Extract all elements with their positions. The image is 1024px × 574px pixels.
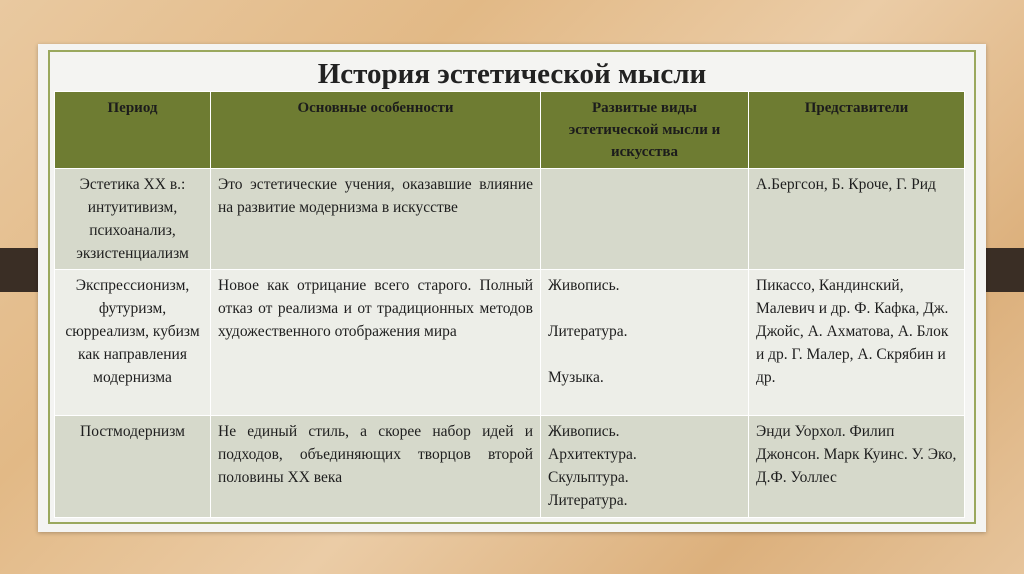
table-row bbox=[55, 270, 965, 416]
table-row bbox=[55, 416, 965, 518]
cell-period: Экспрессионизм, футуризм, сюрреализм, кубизм как направления модернизма bbox=[55, 270, 211, 416]
kind-item: Живопись. bbox=[548, 423, 620, 440]
cell-period: Эстетика XX в.: интуитивизм, психоанализ, экзистенциализм bbox=[55, 169, 211, 270]
aesthetics-table bbox=[54, 91, 965, 518]
cell-features: Это эстетические учения, оказавшие влияние на развитие модернизма в искусстве bbox=[211, 169, 541, 270]
kind-item: Литература. bbox=[548, 323, 628, 340]
header-period: Период bbox=[55, 92, 211, 169]
kind-item: Архитектура. bbox=[548, 446, 637, 463]
cell-representatives: А.Бергсон, Б. Кроче, Г. Рид bbox=[749, 169, 965, 270]
cell-kinds bbox=[541, 169, 749, 270]
cell-features: Не единый стиль, а скорее набор идей и подходов, объединяющих творцов второй половины XX века bbox=[211, 416, 541, 518]
cell-period: Постмодернизм bbox=[55, 416, 211, 518]
header-representatives: Представители bbox=[749, 92, 965, 169]
kind-item: Скульптура. bbox=[548, 469, 629, 486]
slide-title: История эстетической мысли bbox=[317, 58, 707, 90]
kind-item: Музыка. bbox=[548, 369, 604, 386]
kind-item: Живопись. bbox=[548, 277, 620, 294]
table-row bbox=[55, 169, 965, 270]
kind-item: Литература. bbox=[548, 492, 628, 509]
cell-representatives: Пикассо, Кандинский, Малевич и др. Ф. Кафка, Дж. Джойс, А. Ахматова, А. Блок и др. Г. Малер, А. Скрябин и др. bbox=[749, 270, 965, 416]
cell-features: Новое как отрицание всего старого. Полный отказ от реализма и от традиционных методов художественного отображения мира bbox=[211, 270, 541, 416]
header-features: Основные особенности bbox=[211, 92, 541, 169]
table-header-row bbox=[55, 92, 965, 169]
cell-kinds bbox=[541, 270, 749, 416]
slide bbox=[38, 44, 986, 532]
cell-representatives: Энди Уорхол. Филип Джонсон. Марк Куинс. У. Эко, Д.Ф. Уоллес bbox=[749, 416, 965, 518]
cell-kinds bbox=[541, 416, 749, 518]
header-kinds: Развитые виды эстетической мысли и искусства bbox=[541, 92, 749, 169]
